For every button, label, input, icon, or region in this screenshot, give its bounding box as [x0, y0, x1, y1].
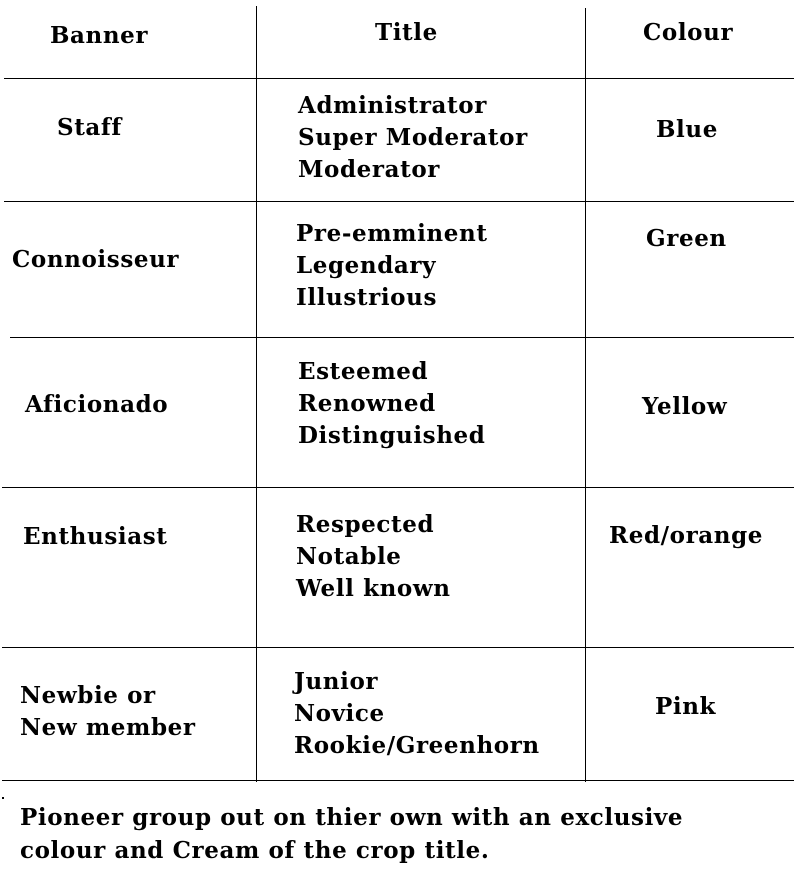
row-banner: [23, 521, 167, 553]
row-colour: Yellow: [642, 393, 728, 420]
title-line: Renowned: [298, 390, 436, 417]
title-line: Super Moderator: [298, 124, 528, 151]
banner-line: Aficionado: [25, 391, 169, 418]
column-divider-2: [585, 8, 586, 782]
row-colour: Red/orange: [609, 522, 764, 549]
title-line: Respected: [296, 511, 435, 538]
row-colour: Pink: [655, 693, 717, 720]
row-banner: [20, 680, 196, 744]
stray-mark: [2, 797, 4, 799]
title-line: Administrator: [298, 92, 487, 119]
row-colour: Green: [646, 225, 727, 252]
banner-line: Enthusiast: [23, 523, 168, 550]
footer-line: Pioneer group out on thier own with an exclusive: [20, 804, 684, 831]
title-line: Notable: [296, 543, 402, 570]
header-banner: Banner: [50, 22, 149, 49]
row-divider: [4, 78, 794, 79]
footer-note: [20, 801, 683, 867]
banner-line: Newbie or: [20, 682, 156, 709]
row-divider: [4, 201, 794, 202]
row-titles: [296, 218, 488, 314]
title-line: Pre-emminent: [296, 220, 488, 247]
row-banner: [12, 244, 179, 276]
title-line: Moderator: [298, 156, 441, 183]
row-divider: [2, 780, 794, 781]
header-title: Title: [375, 19, 438, 46]
row-banner: [57, 112, 122, 144]
header-colour: Colour: [643, 19, 734, 46]
title-line: Junior: [294, 668, 379, 695]
banner-line: Connoisseur: [12, 246, 180, 273]
banner-line: Staff: [57, 114, 122, 141]
title-line: Legendary: [296, 252, 437, 279]
title-line: Esteemed: [298, 358, 429, 385]
row-divider: [2, 487, 794, 488]
title-line: Rookie/Greenhorn: [294, 732, 540, 759]
row-titles: [296, 509, 451, 605]
row-banner: [25, 389, 168, 421]
row-divider: [2, 647, 794, 648]
title-line: Well known: [296, 575, 451, 602]
banner-line: New member: [20, 714, 196, 741]
row-titles: [294, 666, 540, 762]
row-colour: Blue: [656, 116, 718, 143]
title-line: Novice: [294, 700, 385, 727]
title-line: Illustrious: [296, 284, 437, 311]
row-titles: [298, 90, 528, 186]
row-divider: [10, 337, 794, 338]
footer-line: colour and Cream of the crop title.: [20, 837, 490, 864]
column-divider-1: [256, 6, 257, 782]
row-titles: [298, 356, 485, 452]
title-line: Distinguished: [298, 422, 486, 449]
